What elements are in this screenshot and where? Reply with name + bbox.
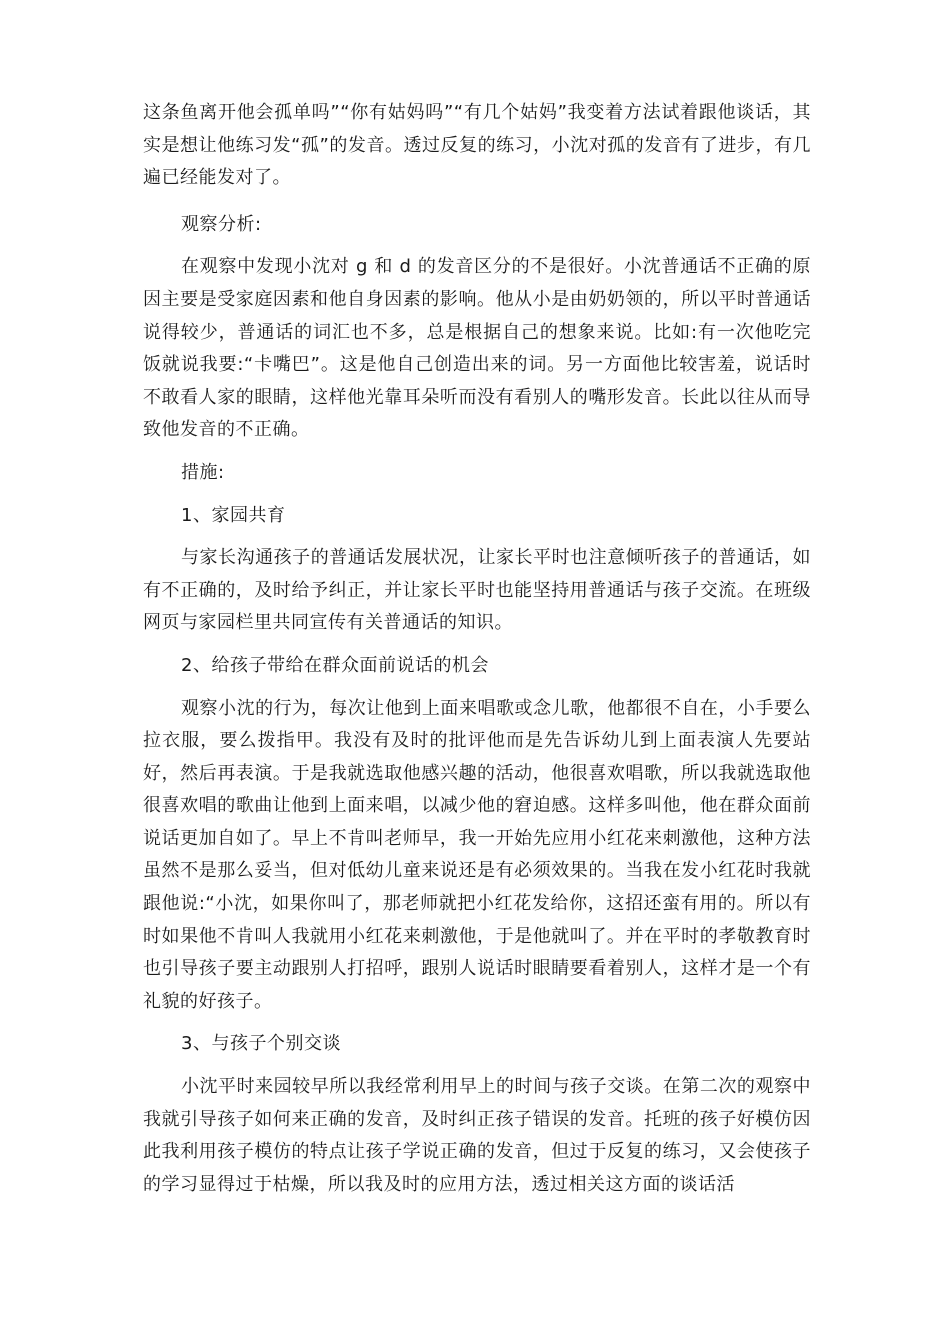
- paragraph-continuation: 这条鱼离开他会孤单吗”“你有姑妈吗”“有几个姑妈”我变着方法试着跟他谈话，其实是想让他练习发“孤”的发音。透过反复的练习，小沈对孤的发音有了进步，有几遍已经能发对了。: [143, 102, 811, 189]
- heading-observation-analysis: 观察分析:: [181, 213, 262, 235]
- heading-public-speaking: 2、给孩子带给在群众面前说话的机会: [181, 654, 489, 676]
- paragraph-analysis: 在观察中发现小沈对 g 和 d 的发音区分的不是很好。小沈普通话不正确的原因主要是受家庭因素和他自身因素的影响。他从小是由奶奶领的，所以平时普通话说得较少，普通话的词汇也不多，总是根据自己的想象来说。比如:有一次他吃完饭就说我要:“卡嘴巴”。这是他自己创造出来的词。另一方面他比较害羞，说话时不敢看人家的眼睛，这样他光靠耳朵听而没有看别人的嘴形发音。长此以往从而导致他发音的不正确。: [143, 256, 811, 441]
- heading-individual-talk: 3、与孩子个别交谈: [181, 1033, 341, 1055]
- heading-measures: 措施:: [181, 461, 225, 483]
- heading-home-school: 1、家园共育: [181, 504, 286, 526]
- paragraph-public-speaking: 观察小沈的行为，每次让他到上面来唱歌或念儿歌，他都很不自在，小手要么拉衣服，要么拨指甲。我没有及时的批评他而是先告诉幼儿到上面表演人先要站好，然后再表演。于是我就选取他感兴趣的活动，他很喜欢唱歌，所以我就选取他很喜欢唱的歌曲让他到上面来唱，以减少他的窘迫感。这样多叫他，他在群众面前说话更加自如了。早上不肯叫老师早，我一开始先应用小红花来刺激他，这种方法虽然不是那么妥当，但对低幼儿童来说还是有必须效果的。当我在发小红花时我就跟他说:“小沈，如果你叫了，那老师就把小红花发给你，这招还蛮有用的。所以有时如果他不肯叫人我就用小红花来刺激他，于是他就叫了。并在平时的孝敬教育时也引导孩子要主动跟别人打招呼，跟别人说话时眼睛要看着别人，这样才是一个有礼貌的好孩子。: [143, 697, 811, 1012]
- paragraph-individual-talk: 小沈平时来园较早所以我经常利用早上的时间与孩子交谈。在第二次的观察中我就引导孩子如何来正确的发音，及时纠正孩子错误的发音。托班的孩子好模仿因此我利用孩子模仿的特点让孩子学说正确的发音，但过于反复的练习，又会使孩子的学习显得过于枯燥，所以我及时的应用方法，透过相关这方面的谈话活: [143, 1076, 811, 1195]
- paragraph-home-school: 与家长沟通孩子的普通话发展状况，让家长平时也注意倾听孩子的普通话，如有不正确的，及时给予纠正，并让家长平时也能坚持用普通话与孩子交流。在班级网页与家园栏里共同宣传有关普通话的知识。: [143, 547, 811, 634]
- document-body: [143, 97, 811, 1201]
